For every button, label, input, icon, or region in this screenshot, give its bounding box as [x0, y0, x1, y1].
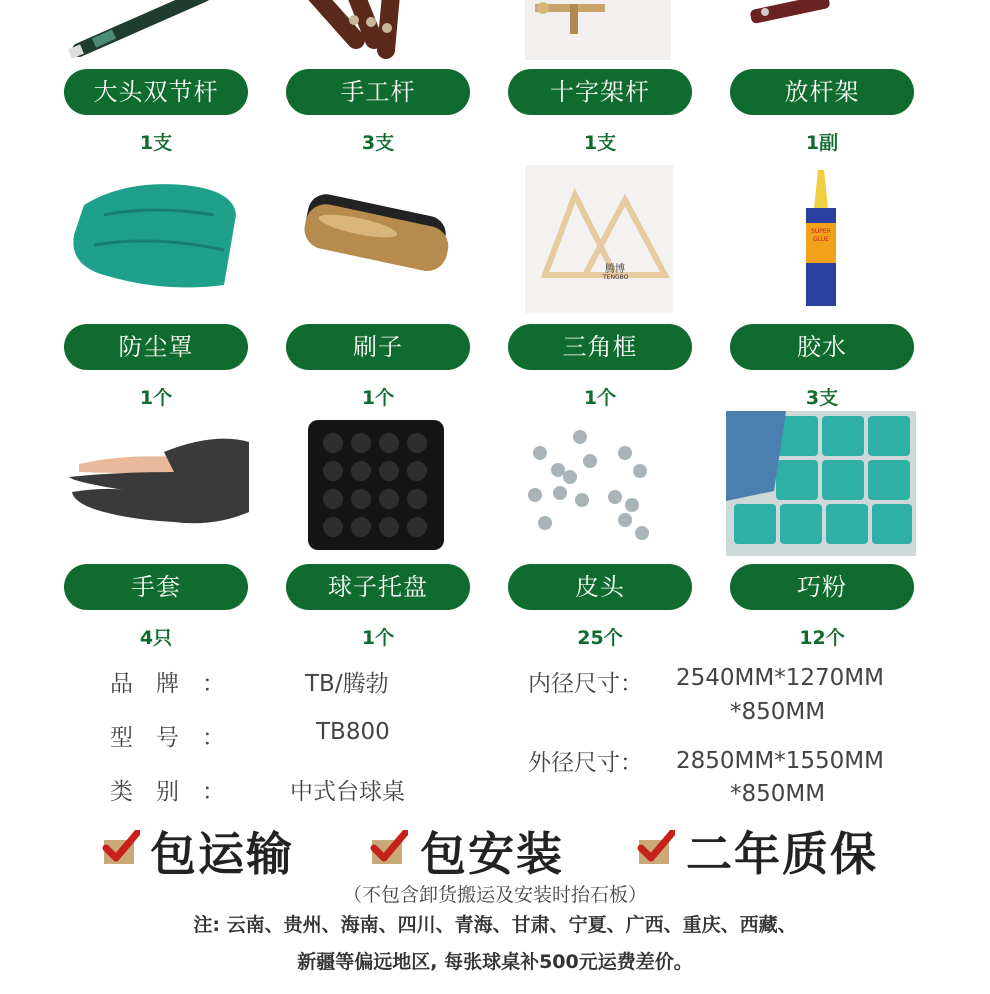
model-label: 型 号 ：: [110, 725, 225, 751]
guarantee-installation: 包安装: [420, 827, 564, 881]
item-quantity: 12个: [799, 627, 845, 649]
brand-label: 品 牌 ：: [110, 671, 225, 697]
item-quantity: 1支: [139, 132, 173, 154]
product-image-cue-tips: [520, 425, 670, 550]
item-label: 十字架杆: [508, 69, 692, 115]
item-label: 胶水: [730, 324, 914, 370]
triangle-brand-en-text: TENGBO: [603, 274, 629, 281]
check-icon: [637, 830, 675, 866]
inner-size-line2: *850MM: [730, 699, 826, 725]
item-label: 三角框: [508, 324, 692, 370]
type-value: 中式台球桌: [290, 779, 405, 805]
item-quantity: 1副: [805, 132, 839, 154]
item-label: 大头双节杆: [64, 69, 248, 115]
check-icon: [370, 830, 408, 866]
item-quantity: 3支: [805, 387, 839, 409]
outer-size-line2: *850MM: [730, 781, 826, 807]
outer-size-label: 外径尺寸：: [528, 750, 643, 776]
product-image-handmade-cues: [286, 0, 470, 60]
item-label: 巧粉: [730, 564, 914, 610]
item-label: 放杆架: [730, 69, 914, 115]
product-image-brush: [296, 185, 466, 285]
item-label: 手工杆: [286, 69, 470, 115]
note-line-2: 注: 云南、贵州、海南、四川、青海、甘肃、宁夏、广西、重庆、西藏、: [193, 914, 797, 936]
item-quantity: 1个: [361, 627, 395, 649]
item-quantity: 3支: [361, 132, 395, 154]
inner-size-label: 内径尺寸：: [528, 671, 643, 697]
item-label: 球子托盘: [286, 564, 470, 610]
item-quantity: 1支: [583, 132, 617, 154]
item-quantity: 1个: [583, 387, 617, 409]
glue-label-text: SUPER GLUE: [811, 228, 831, 243]
triangle-brand-text: 腾博: [605, 264, 625, 275]
product-image-chalk: [726, 411, 916, 556]
guarantee-shipping: 包运输: [150, 827, 294, 881]
item-quantity: 1个: [139, 387, 173, 409]
product-image-cue-rack: [730, 0, 914, 60]
guarantee-warranty: 二年质保: [686, 827, 878, 881]
item-quantity: 25个: [577, 627, 623, 649]
product-image-glove: [64, 432, 254, 532]
outer-size-line1: 2850MM*1550MM: [676, 748, 884, 774]
product-image-cue-two-piece: [64, 0, 248, 60]
product-image-triangle-rack: [525, 165, 673, 313]
inner-size-line1: 2540MM*1270MM: [676, 665, 884, 691]
brand-value: TB/腾勃: [305, 671, 389, 697]
type-label: 类 别 ：: [110, 779, 225, 805]
item-label: 刷子: [286, 324, 470, 370]
item-label: 防尘罩: [64, 324, 248, 370]
product-image-dust-cover: [64, 175, 248, 295]
product-image-glue: [790, 168, 850, 308]
item-label: 皮头: [508, 564, 692, 610]
item-quantity: 4只: [139, 627, 173, 649]
item-label: 手套: [64, 564, 248, 610]
check-icon: [102, 830, 140, 866]
item-quantity: 1个: [361, 387, 395, 409]
model-value: TB800: [316, 719, 390, 745]
product-image-cross-rest: [525, 0, 671, 60]
note-line-3: 新疆等偏远地区, 每张球桌补500元运费差价。: [297, 951, 693, 973]
note-line-1: （不包含卸货搬运及安装时抬石板）: [342, 884, 647, 906]
product-image-ball-tray: [306, 418, 446, 552]
